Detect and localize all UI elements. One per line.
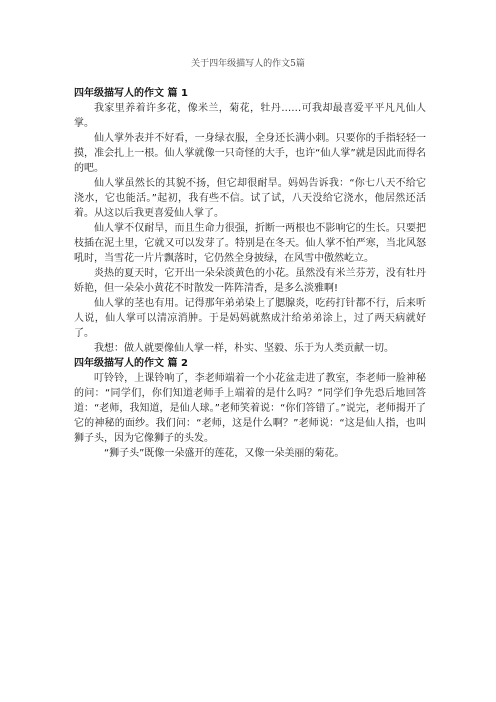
section-heading: 四年级描写人的作文 篇 2	[74, 358, 188, 369]
document-body	[74, 86, 426, 461]
paragraph: 我想：做人就要像仙人掌一样，朴实、坚毅、乐于为人类贡献一切。	[94, 343, 394, 354]
paragraph: 仙人掌外表并不好看，一身绿衣服，全身还长满小刺。只要你的手指轻轻一摸，准会扎上一根。仙人掌就像一只奇怪的大手，也许“仙人掌”就是因此而得名的吧。	[74, 133, 426, 174]
paragraph: 仙人掌虽然长的其貌不扬，但它却很耐旱。妈妈告诉我：“你七八天不给它浇水，它也能活。”起初，我有些不信。试了试，八天没给它浇水，他居然还活着。从这以后我更喜爱仙人掌了。	[74, 178, 426, 219]
section-heading: 四年级描写人的作文 篇 1	[74, 88, 188, 99]
document-title: 关于四年级描写人的作文5篇	[191, 59, 305, 69]
paragraph: 我家里养着许多花，像米兰，菊花，牡丹……可我却最喜爱平平凡凡仙人掌。	[74, 103, 426, 129]
paragraph: 叮铃铃，上课铃响了，李老师端着一个小花盆走进了教室，李老师一脸神秘的问：“同学们，你们知道老师手上端着的是什么吗？”同学们争先恐后地回答道：“老师，我知道，是仙人球。”老师笑着说：“你们答错了。”说完，老师揭开了它的神秘的面纱。我们问：“老师，这是什么啊？”老师说：“这是仙人指，也叫狮子头，因为它像狮子的头发。	[74, 373, 426, 444]
paragraph: 仙人掌不仅耐旱，而且生命力很强，折断一两根也不影响它的生长。只要把枝插在泥土里，它就又可以发芽了。特别是在冬天。仙人掌不怕严寒，当北风怒吼时，当雪花一片片飘落时，它仍然全身披绿，在风雪中傲然屹立。	[74, 223, 426, 264]
paragraph: “狮子头”既像一朵盛开的莲花，又像一朵美丽的菊花。	[104, 448, 345, 459]
paragraph: 炎热的夏天时，它开出一朵朵淡黄色的小花。虽然没有米兰芬芳，没有牡丹娇艳，但一朵朵小黄花不时散发一阵阵清香，是多么淡雅啊!	[74, 268, 426, 294]
paragraph: 仙人掌的茎也有用。记得那年弟弟染上了腮腺炎，吃药打针都不行，后来听人说，仙人掌可以清凉消肿。于是妈妈就熬成汁给弟弟涂上，过了两天病就好了。	[74, 298, 426, 339]
